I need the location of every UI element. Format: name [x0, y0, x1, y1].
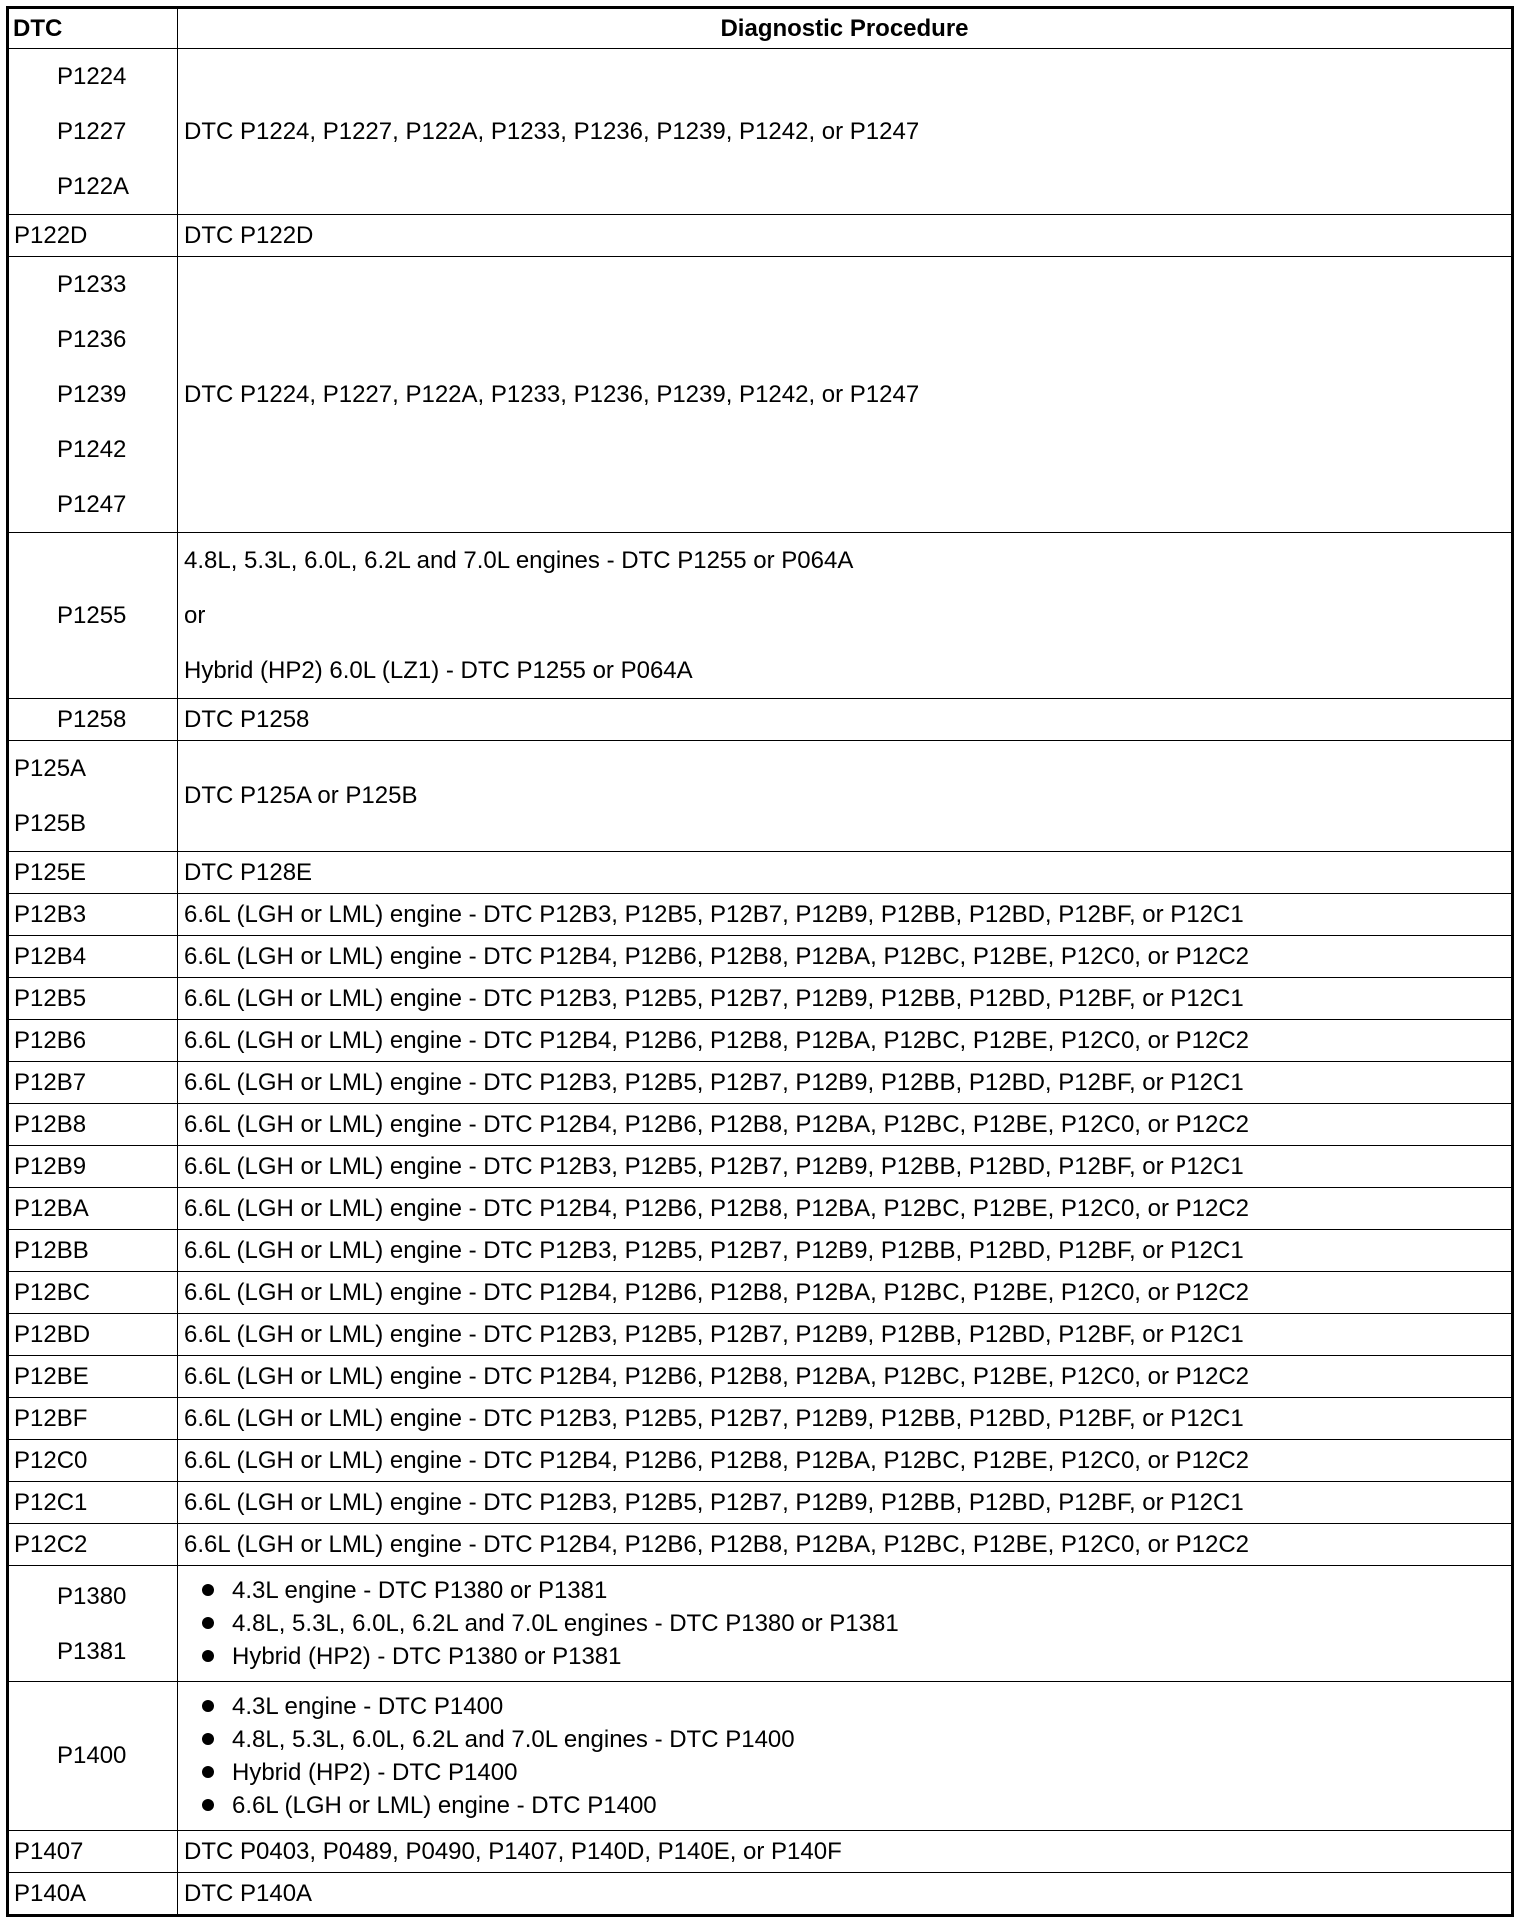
procedure-link[interactable]: 6.6L (LGH or LML) engine - DTC P12B3, P12B5, P12B7, P12B9, P12BB, P12BD, P12BF, or P12C1 [178, 1146, 1513, 1188]
table-row [8, 1104, 1513, 1146]
procedure-link[interactable]: 4.8L, 5.3L, 6.0L, 6.2L and 7.0L engines - DTC P1400 [232, 1726, 795, 1753]
table-row [8, 215, 1513, 257]
procedure-link[interactable]: 4.8L, 5.3L, 6.0L, 6.2L and 7.0L engines - DTC P1255 or P064A [184, 547, 854, 574]
procedure-bullet-item[interactable] [202, 1690, 1511, 1723]
procedure-link[interactable]: 6.6L (LGH or LML) engine - DTC P12B4, P12B6, P12B8, P12BA, P12BC, P12BE, P12C0, or P12C2 [178, 1104, 1513, 1146]
table-row [8, 1440, 1513, 1482]
dtc-code: P1400 [8, 1682, 178, 1831]
dtc-code: P1407 [8, 1831, 178, 1873]
bullet-icon [202, 1650, 214, 1662]
procedure-cell [178, 1682, 1513, 1831]
table-row [8, 936, 1513, 978]
bullet-icon [202, 1799, 214, 1811]
procedure-link[interactable]: Hybrid (HP2) - DTC P1380 or P1381 [232, 1643, 622, 1670]
dtc-code: P1224 [57, 63, 127, 90]
dtc-code: P12B9 [8, 1146, 178, 1188]
dtc-code: P1258 [8, 699, 178, 741]
dtc-cell [8, 1566, 178, 1682]
table-row [8, 978, 1513, 1020]
dtc-code: P140A [8, 1873, 178, 1916]
table-row [8, 1566, 1513, 1682]
dtc-code: P1236 [57, 326, 127, 353]
procedure-link[interactable]: 6.6L (LGH or LML) engine - DTC P12B4, P12B6, P12B8, P12BA, P12BC, P12BE, P12C0, or P12C2 [178, 1272, 1513, 1314]
table-row [8, 852, 1513, 894]
bullet-icon [202, 1700, 214, 1712]
table-row [8, 1230, 1513, 1272]
table-row [8, 257, 1513, 533]
dtc-code: P1233 [57, 271, 127, 298]
procedure-link[interactable]: 6.6L (LGH or LML) engine - DTC P12B3, P12B5, P12B7, P12B9, P12BB, P12BD, P12BF, or P12C1 [178, 1314, 1513, 1356]
procedure-link[interactable]: 6.6L (LGH or LML) engine - DTC P12B3, P12B5, P12B7, P12B9, P12BB, P12BD, P12BF, or P12C1 [178, 1062, 1513, 1104]
procedure-bullet-item[interactable] [202, 1640, 1511, 1673]
bullet-icon [202, 1733, 214, 1745]
bullet-icon [202, 1617, 214, 1629]
dtc-code: P12B5 [8, 978, 178, 1020]
dtc-code: P12C1 [8, 1482, 178, 1524]
procedure-link[interactable]: 6.6L (LGH or LML) engine - DTC P12B4, P12B6, P12B8, P12BA, P12BC, P12BE, P12C0, or P12C2 [178, 1020, 1513, 1062]
dtc-code: P12B6 [8, 1020, 178, 1062]
header-dtc: DTC [8, 8, 178, 49]
dtc-code: P125E [8, 852, 178, 894]
procedure-link[interactable]: DTC P1224, P1227, P122A, P1233, P1236, P1239, P1242, or P1247 [178, 49, 1513, 215]
table-row [8, 1272, 1513, 1314]
table-row [8, 1524, 1513, 1566]
dtc-code: P12BA [8, 1188, 178, 1230]
dtc-code: P125A [14, 755, 87, 782]
procedure-link[interactable]: 6.6L (LGH or LML) engine - DTC P12B3, P12B5, P12B7, P12B9, P12BB, P12BD, P12BF, or P12C1 [178, 1482, 1513, 1524]
table-row [8, 1831, 1513, 1873]
dtc-code: P12BD [8, 1314, 178, 1356]
dtc-cell [8, 257, 178, 533]
bullet-icon [202, 1584, 214, 1596]
procedure-link[interactable]: DTC P122D [178, 215, 1513, 257]
procedure-link[interactable]: 6.6L (LGH or LML) engine - DTC P12B4, P12B6, P12B8, P12BA, P12BC, P12BE, P12C0, or P12C2 [178, 1356, 1513, 1398]
dtc-code: P1380 [57, 1582, 127, 1610]
procedure-link[interactable]: Hybrid (HP2) - DTC P1400 [232, 1759, 518, 1786]
table-row [8, 1682, 1513, 1831]
dtc-code: P12BE [8, 1356, 178, 1398]
dtc-code: P12BC [8, 1272, 178, 1314]
procedure-link[interactable]: DTC P140A [178, 1873, 1513, 1916]
procedure-link[interactable]: 6.6L (LGH or LML) engine - DTC P12B4, P12B6, P12B8, P12BA, P12BC, P12BE, P12C0, or P12C2 [178, 1524, 1513, 1566]
procedure-link[interactable]: 6.6L (LGH or LML) engine - DTC P12B3, P12B5, P12B7, P12B9, P12BB, P12BD, P12BF, or P12C1 [178, 978, 1513, 1020]
table-row [8, 1020, 1513, 1062]
procedure-link[interactable]: DTC P125A or P125B [178, 741, 1513, 852]
table-row [8, 1873, 1513, 1916]
procedure-bullet-item[interactable] [202, 1789, 1511, 1822]
dtc-code: P12BB [8, 1230, 178, 1272]
procedure-link[interactable]: Hybrid (HP2) 6.0L (LZ1) - DTC P1255 or P064A [184, 657, 693, 684]
procedure-bullet-item[interactable] [202, 1756, 1511, 1789]
procedure-link[interactable]: DTC P1224, P1227, P122A, P1233, P1236, P1239, P1242, or P1247 [178, 257, 1513, 533]
procedure-bullet-list [184, 1566, 1511, 1681]
dtc-code: P122D [8, 215, 178, 257]
dtc-code: P1247 [57, 491, 127, 518]
dtc-code: P12C0 [8, 1440, 178, 1482]
table-row [8, 1188, 1513, 1230]
procedure-link[interactable]: 4.3L engine - DTC P1380 or P1381 [232, 1577, 608, 1604]
procedure-bullet-item[interactable] [202, 1723, 1511, 1756]
procedure-link[interactable]: 6.6L (LGH or LML) engine - DTC P12B3, P12B5, P12B7, P12B9, P12BB, P12BD, P12BF, or P12C1 [178, 1230, 1513, 1272]
procedure-link[interactable]: DTC P1258 [178, 699, 1513, 741]
procedure-link[interactable]: 6.6L (LGH or LML) engine - DTC P12B3, P12B5, P12B7, P12B9, P12BB, P12BD, P12BF, or P12C1 [178, 894, 1513, 936]
dtc-code: P12C2 [8, 1524, 178, 1566]
table-row [8, 1062, 1513, 1104]
table-row [8, 1356, 1513, 1398]
table-row [8, 1398, 1513, 1440]
dtc-code: P12B3 [8, 894, 178, 936]
procedure-cell [178, 533, 1513, 699]
procedure-link[interactable]: 6.6L (LGH or LML) engine - DTC P12B4, P12B6, P12B8, P12BA, P12BC, P12BE, P12C0, or P12C2 [178, 1188, 1513, 1230]
procedure-link[interactable]: 6.6L (LGH or LML) engine - DTC P12B3, P12B5, P12B7, P12B9, P12BB, P12BD, P12BF, or P12C1 [178, 1398, 1513, 1440]
procedure-cell [178, 1566, 1513, 1682]
dtc-code: P1227 [57, 118, 127, 145]
dtc-diagnostic-table [6, 6, 1514, 1917]
table-row [8, 741, 1513, 852]
dtc-code: P1255 [8, 533, 178, 699]
dtc-code: P122A [57, 173, 130, 200]
procedure-link[interactable]: 6.6L (LGH or LML) engine - DTC P1400 [232, 1792, 657, 1819]
dtc-code: P12B8 [8, 1104, 178, 1146]
table-row [8, 894, 1513, 936]
dtc-code: P1381 [57, 1637, 127, 1665]
dtc-cell [8, 49, 178, 215]
procedure-link[interactable]: DTC P128E [178, 852, 1513, 894]
table-row [8, 49, 1513, 215]
procedure-link[interactable]: 6.6L (LGH or LML) engine - DTC P12B4, P12B6, P12B8, P12BA, P12BC, P12BE, P12C0, or P12C2 [178, 936, 1513, 978]
table-row [8, 1314, 1513, 1356]
procedure-link[interactable]: 4.8L, 5.3L, 6.0L, 6.2L and 7.0L engines - DTC P1380 or P1381 [232, 1610, 899, 1637]
procedure-separator: or [184, 602, 206, 629]
dtc-code: P12B4 [8, 936, 178, 978]
dtc-code: P1239 [57, 381, 127, 408]
procedure-bullet-list [184, 1682, 1511, 1830]
procedure-link[interactable]: 4.3L engine - DTC P1400 [232, 1693, 504, 1720]
table-row [8, 1146, 1513, 1188]
procedure-bullet-item[interactable] [202, 1607, 1511, 1640]
dtc-code: P1242 [57, 436, 127, 463]
table-row [8, 1482, 1513, 1524]
table-row [8, 533, 1513, 699]
header-diagnostic-procedure: Diagnostic Procedure [178, 8, 1513, 49]
dtc-code: P12BF [8, 1398, 178, 1440]
procedure-link[interactable]: DTC P0403, P0489, P0490, P1407, P140D, P140E, or P140F [178, 1831, 1513, 1873]
dtc-code: P12B7 [8, 1062, 178, 1104]
procedure-bullet-item[interactable] [202, 1574, 1511, 1607]
procedure-link[interactable]: 6.6L (LGH or LML) engine - DTC P12B4, P12B6, P12B8, P12BA, P12BC, P12BE, P12C0, or P12C2 [178, 1440, 1513, 1482]
bullet-icon [202, 1766, 214, 1778]
table-row [8, 699, 1513, 741]
table-header-row [8, 8, 1513, 49]
dtc-code: P125B [14, 810, 87, 837]
dtc-cell [8, 741, 178, 852]
